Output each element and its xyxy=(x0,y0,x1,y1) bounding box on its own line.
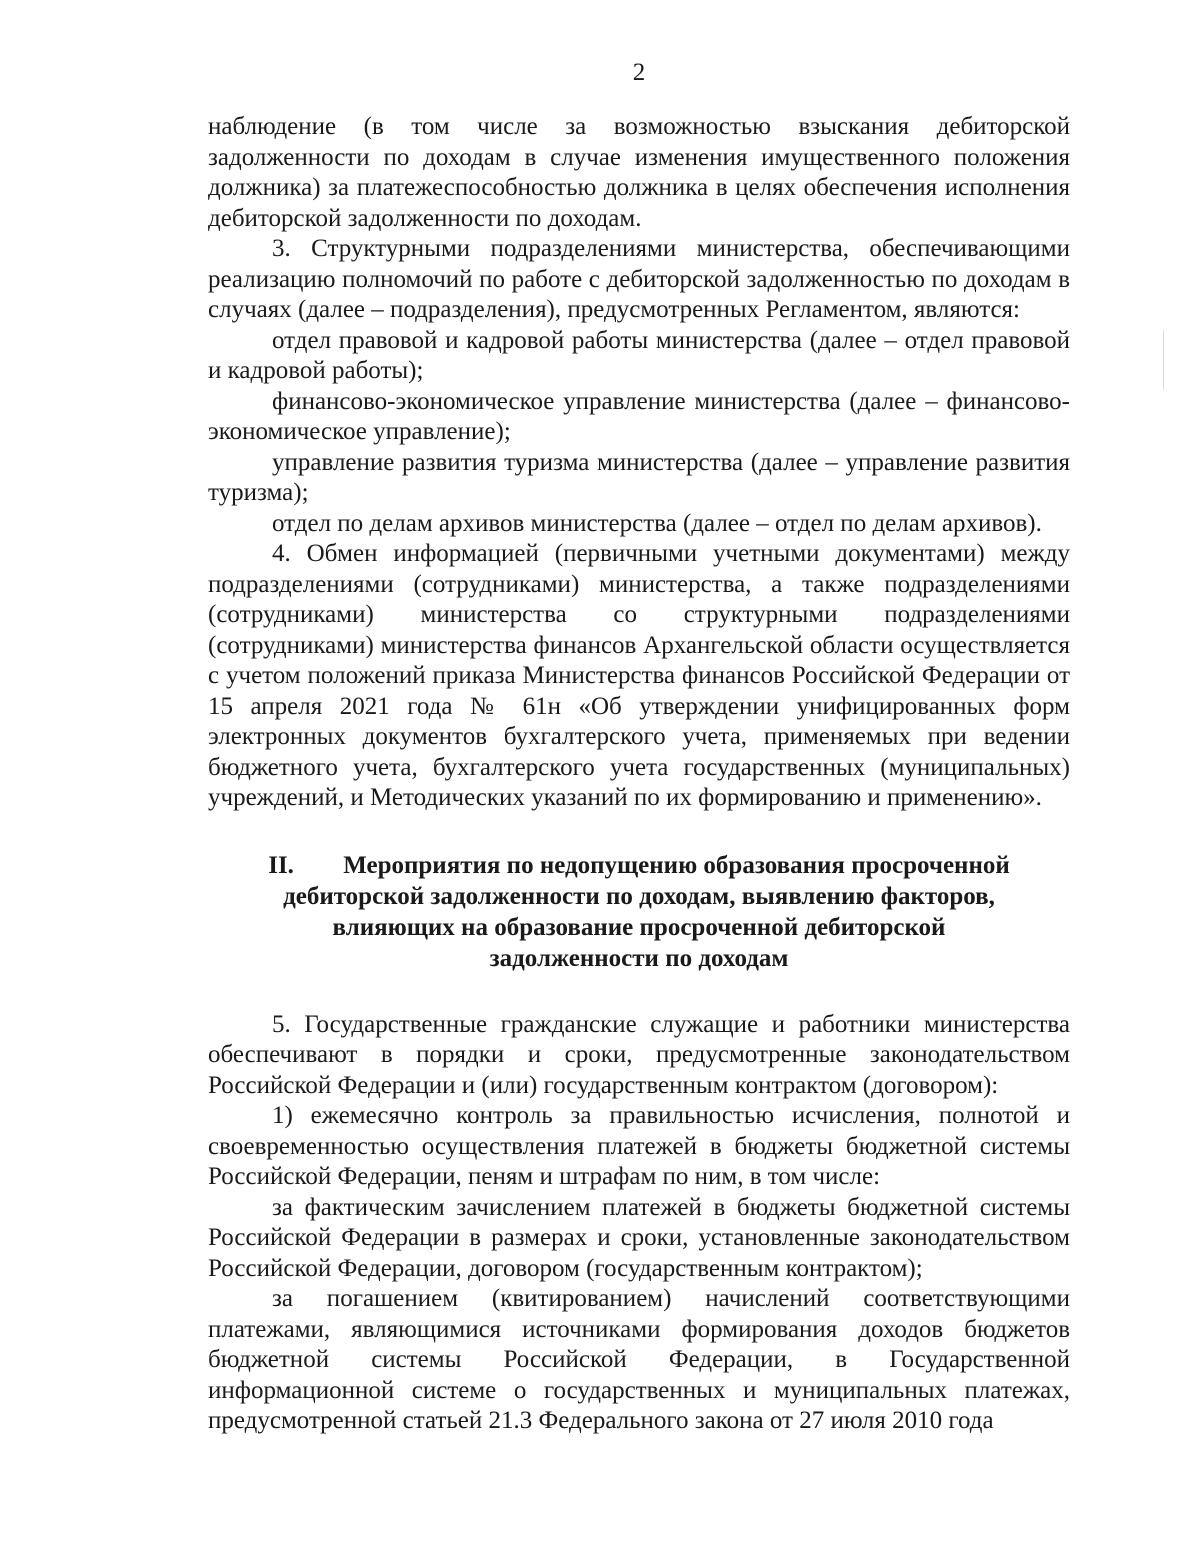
paragraph: 3. Структурными подразделениями министерства, обеспечивающими реализацию полномочий по работе с дебиторской задолженностью по доходам в случаях (далее – подразделения), предусмотренных Регламентом, являются: xyxy=(208,235,1070,323)
section-heading xyxy=(208,850,1070,974)
paragraph: за погашением (квитированием) начислений соответствующими платежами, являющимися источниками формирования доходов бюджетов бюджетной системы Российской Федерации, в Государственной информационной системе о государственных и муниципальных платежах, предусмотренной статьей 21.3 Федерального закона от 27 июля 2010 года xyxy=(208,1285,1070,1434)
section-title-line: дебиторской задолженности по доходам, выявлению факторов, xyxy=(283,882,995,910)
document-body xyxy=(208,112,1070,1437)
paragraph: наблюдение (в том числе за возможностью взыскания дебиторской задолженности по доходам в случае изменения имущественного положения должника) за платежеспособностью должника в целях обеспечения исполнения дебиторской задолженности по доходам. xyxy=(208,113,1070,232)
paragraph: 1) ежемесячно контроль за правильностью исчисления, полнотой и своевременностью осуществления платежей в бюджеты бюджетной системы Российской Федерации, пеням и штрафам по ним, в том числе: xyxy=(208,1102,1070,1190)
paragraph: финансово-экономическое управление министерства (далее – финансово-экономическое управление); xyxy=(208,387,1070,445)
paragraph: отдел по делам архивов министерства (далее – отдел по делам архивов). xyxy=(272,509,1042,537)
paragraph: отдел правовой и кадровой работы министерства (далее – отдел правовой и кадровой работы); xyxy=(208,326,1070,384)
section-title-line: задолженности по доходам xyxy=(489,944,789,972)
section-heading-line-1 xyxy=(208,850,1070,881)
paragraphs-bottom xyxy=(208,1010,1070,1437)
paragraph: 4. Обмен информацией (первичными учетными документами) между подразделениями (сотрудниками) министерства, а также подразделениями (сотрудниками) министерства со структурными подразделениями (сотрудниками) министерства финансов Архангельской области осуществляется с учетом положений приказа Министерства финансов Российской Федерации от 15 апреля 2021 года № 61н «Об утверждении унифицированных форм электронных документов бухгалтерского учета, применяемых при ведении бюджетного учета, бухгалтерского учета государственных (муниципальных) учреждений, и Методических указаний по их формированию и применению». xyxy=(208,540,1070,811)
paragraphs-top xyxy=(208,112,1070,814)
page-number: 2 xyxy=(632,59,646,86)
scan-artifact xyxy=(1163,330,1164,390)
paragraph: за фактическим зачислением платежей в бюджеты бюджетной системы Российской Федерации в размерах и сроки, установленные законодательством Российской Федерации, договором (государственным контрактом); xyxy=(208,1193,1070,1282)
paragraph: 5. Государственные гражданские служащие и работники министерства обеспечивают в порядки и сроки, предусмотренные законодательством Российской Федерации и (или) государственным контрактом (договором): xyxy=(208,1010,1070,1099)
section-number: II. xyxy=(268,851,294,879)
section-title-line: влияющих на образование просроченной дебиторской xyxy=(332,913,946,941)
section-title-line: Мероприятия по недопущению образования просроченной xyxy=(343,851,1010,879)
paragraph: управление развития туризма министерства (далее – управление развития туризма); xyxy=(208,448,1070,506)
